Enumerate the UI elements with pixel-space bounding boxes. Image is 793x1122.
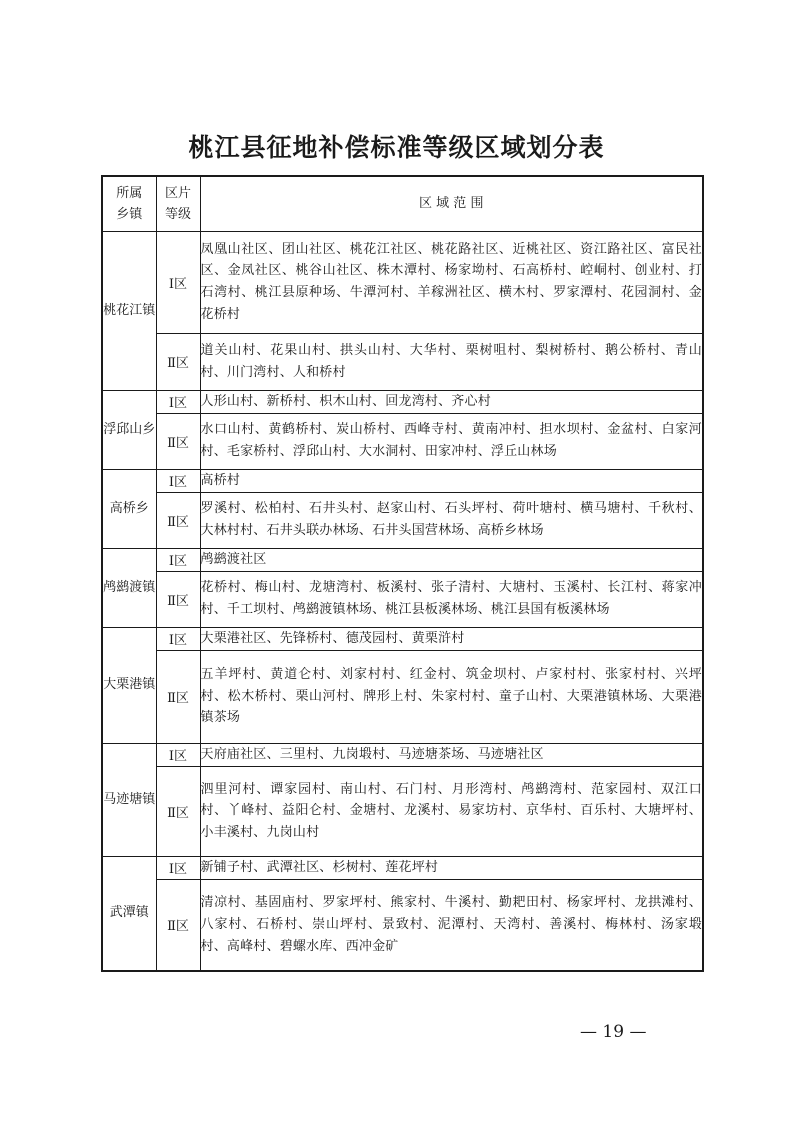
table-row [102,627,703,650]
zone-grade: Ⅰ区 [156,856,200,879]
zone-range: 大栗港社区、先锋桥村、德茂园村、黄栗浒村 [200,627,703,650]
zone-grade: Ⅰ区 [156,548,200,571]
document-title: 桃江县征地补偿标准等级区域划分表 [188,133,605,162]
table-row [102,879,703,971]
zone-grade: Ⅱ区 [156,413,200,469]
header-grade: 区片等级 [156,176,200,231]
table-row [102,650,703,743]
zone-range: 人形山村、新桥村、枳木山村、回龙湾村、齐心村 [200,390,703,413]
zone-range: 五羊坪村、黄道仑村、刘家村村、红金村、筑金坝村、卢家村村、张家村村、兴坪村、松木桥村、栗山河村、牌形上村、朱家村村、童子山村、大栗港镇林场、大栗港镇茶场 [200,650,703,743]
zone-grade: Ⅰ区 [156,390,200,413]
table-row [102,413,703,469]
zone-grade: Ⅱ区 [156,650,200,743]
table-row [102,548,703,571]
zone-range: 泗里河村、谭家园村、南山村、石门村、月形湾村、鸬鹚湾村、范家园村、双江口村、丫峰村、益阳仑村、金塘村、龙溪村、易家坊村、京华村、百乐村、大塘坪村、小丰溪村、九岗山村 [200,766,703,856]
zone-range: 天府庙社区、三里村、九岗塅村、马迹塘茶场、马迹塘社区 [200,743,703,766]
table-row [102,766,703,856]
table-row [102,492,703,548]
zone-grade: Ⅰ区 [156,469,200,492]
zone-grade: Ⅰ区 [156,627,200,650]
zone-grade: Ⅰ区 [156,231,200,333]
table-row [102,571,703,627]
zone-range: 罗溪村、松柏村、石井头村、赵家山村、石头坪村、荷叶塘村、横马塘村、千秋村、大林村村、石井头联办林场、石井头国营林场、高桥乡林场 [200,492,703,548]
zone-grade: Ⅱ区 [156,879,200,971]
zone-grade: Ⅱ区 [156,492,200,548]
zone-range: 清凉村、基固庙村、罗家坪村、熊家村、牛溪村、勤耙田村、杨家坪村、龙拱滩村、八家村、石桥村、崇山坪村、景致村、泥潭村、天湾村、善溪村、梅林村、汤家塅村、高峰村、碧螺水库、西冲金矿 [200,879,703,971]
town-name: 桃花江镇 [102,231,156,390]
zone-grade: Ⅱ区 [156,766,200,856]
town-name: 武潭镇 [102,856,156,971]
table-row [102,856,703,879]
page-number: — 19 — [580,1022,647,1042]
zone-range: 新铺子村、武潭社区、杉树村、莲花坪村 [200,856,703,879]
table-row [102,333,703,390]
town-name: 鸬鹚渡镇 [102,548,156,627]
table-row [102,231,703,333]
header-range: 区 域 范 围 [200,176,703,231]
zone-division-table [101,175,704,972]
town-name: 高桥乡 [102,469,156,548]
zone-grade: Ⅱ区 [156,571,200,627]
header-town: 所属乡镇 [102,176,156,231]
zone-grade: Ⅰ区 [156,743,200,766]
town-name: 浮邱山乡 [102,390,156,469]
zone-range: 鸬鹚渡社区 [200,548,703,571]
zone-range: 道关山村、花果山村、拱头山村、大华村、栗树咀村、梨树桥村、鹅公桥村、青山村、川门湾村、人和桥村 [200,333,703,390]
zone-range: 高桥村 [200,469,703,492]
zone-range: 水口山村、黄鹤桥村、炭山桥村、西峰寺村、黄南冲村、担水坝村、金盆村、白家河村、毛家桥村、浮邱山村、大水洞村、田家冲村、浮丘山林场 [200,413,703,469]
zone-grade: Ⅱ区 [156,333,200,390]
town-name: 马迹塘镇 [102,743,156,856]
table-row [102,469,703,492]
town-name: 大栗港镇 [102,627,156,743]
table-row [102,743,703,766]
zone-range: 凤凰山社区、团山社区、桃花江社区、桃花路社区、近桃社区、资江路社区、富民社区、金凤社区、桃谷山社区、株木潭村、杨家坳村、石高桥村、崆峒村、创业村、打石湾村、桃江县原种场、牛潭河村、羊稼洲社区、横木村、罗家潭村、花园洞村、金花桥村 [200,231,703,333]
table-header-row [102,176,703,231]
table-row [102,390,703,413]
zone-range: 花桥村、梅山村、龙塘湾村、板溪村、张子清村、大塘村、玉溪村、长江村、蒋家冲村、千工坝村、鸬鹚渡镇林场、桃江县板溪林场、桃江县国有板溪林场 [200,571,703,627]
